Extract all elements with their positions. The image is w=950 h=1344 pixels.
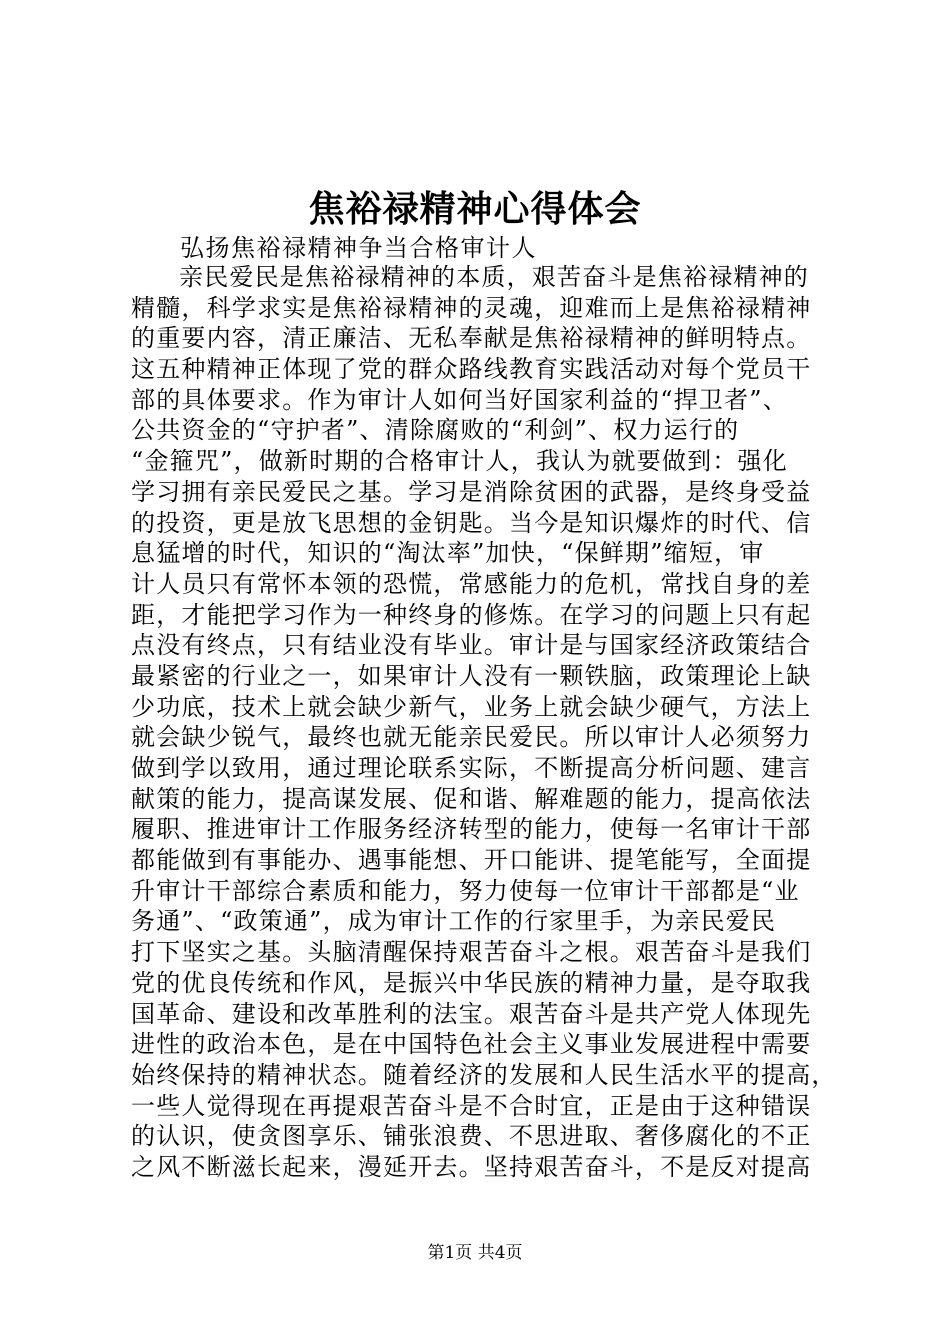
body-line: 履职、推进审计工作服务经济转型的能力，使每一名审计干部 (131, 815, 812, 844)
body-line: 亲民爱民是焦裕禄精神的本质，艰苦奋斗是焦裕禄精神的 (179, 263, 809, 291)
body-line: 的投资，更是放飞思想的金钥匙。当今是知识爆炸的时代、信 (131, 508, 812, 537)
body-line: 的认识，使贪图享乐、铺张浪费、不思进取、奢侈腐化的不正 (131, 1122, 812, 1151)
body-line: 学习拥有亲民爱民之基。学习是消除贫困的武器，是终身受益 (131, 477, 812, 506)
body-line: 始终保持的精神状态。随着经济的发展和人民生活水平的提高， (131, 1060, 837, 1089)
body-line: 党的优良传统和作风，是振兴中华民族的精神力量，是夺取我 (131, 968, 812, 997)
page-number-footer: 第1页 共4页 (427, 1243, 523, 1263)
body-line: 打下坚实之基。头脑清醒保持艰苦奋斗之根。艰苦奋斗是我们 (131, 938, 812, 967)
body-line: “金箍咒”，做新时期的合格审计人，我认为就要做到：强化 (131, 447, 788, 476)
body-line: 做到学以致用，通过理论联系实际，不断提高分析问题、建言 (131, 754, 812, 782)
body-line: 务通”、“政策通”，成为审计工作的行家里手，为亲民爱民 (131, 907, 777, 936)
body-line: 升审计干部综合素质和能力，努力使每一位审计干部都是“业 (131, 876, 800, 905)
body-line: 部的具体要求。作为审计人如何当好国家利益的“捍卫者”、 (131, 385, 788, 414)
body-line: 点没有终点，只有结业没有毕业。审计是与国家经济政策结合 (131, 631, 812, 660)
body-line: 就会缺少锐气，最终也就无能亲民爱民。所以审计人必须努力 (131, 723, 812, 752)
body-line: 计人员只有常怀本领的恐慌，常感能力的危机，常找自身的差 (131, 569, 812, 598)
body-line: 都能做到有事能办、遇事能想、开口能讲、提笔能写，全面提 (131, 846, 812, 875)
body-line: 这五种精神正体现了党的群众路线教育实践活动对每个党员干 (131, 355, 812, 384)
body-line: 少功底，技术上就会缺少新气，业务上就会缺少硬气，方法上 (131, 692, 812, 721)
body-line: 之风不断滋长起来，漫延开去。坚持艰苦奋斗，不是反对提高 (131, 1152, 812, 1181)
body-line: 献策的能力，提高谋发展、促和谐、解难题的能力，提高依法 (131, 784, 812, 813)
body-line: 的重要内容，清正廉洁、无私奉献是焦裕禄精神的鲜明特点。 (131, 324, 812, 353)
body-line: 息猛增的时代，知识的“淘汰率”加快，“保鲜期”缩短，审 (131, 539, 765, 568)
body-line: 国革命、建设和改革胜利的法宝。艰苦奋斗是共产党人体现先 (131, 999, 812, 1028)
body-line: 精髓，科学求实是焦裕禄精神的灵魂，迎难而上是焦裕禄精神 (131, 293, 812, 322)
body-line: 一些人觉得现在再提艰苦奋斗是不合时宜，正是由于这种错误 (131, 1091, 812, 1120)
body-line: 公共资金的“守护者”、清除腐败的“利剑”、权力运行的 (131, 416, 740, 445)
document-title: 焦裕禄精神心得体会 (308, 188, 642, 230)
body-line: 进性的政治本色，是在中国特色社会主义事业发展进程中需要 (131, 1030, 812, 1059)
document-subtitle: 弘扬焦裕禄精神争当合格审计人 (180, 234, 537, 262)
body-paragraph (131, 262, 851, 1183)
body-line: 最紧密的行业之一，如果审计人没有一颗铁脑，政策理论上缺 (131, 661, 812, 690)
body-line: 距，才能把学习作为一种终身的修炼。在学习的问题上只有起 (131, 600, 812, 629)
